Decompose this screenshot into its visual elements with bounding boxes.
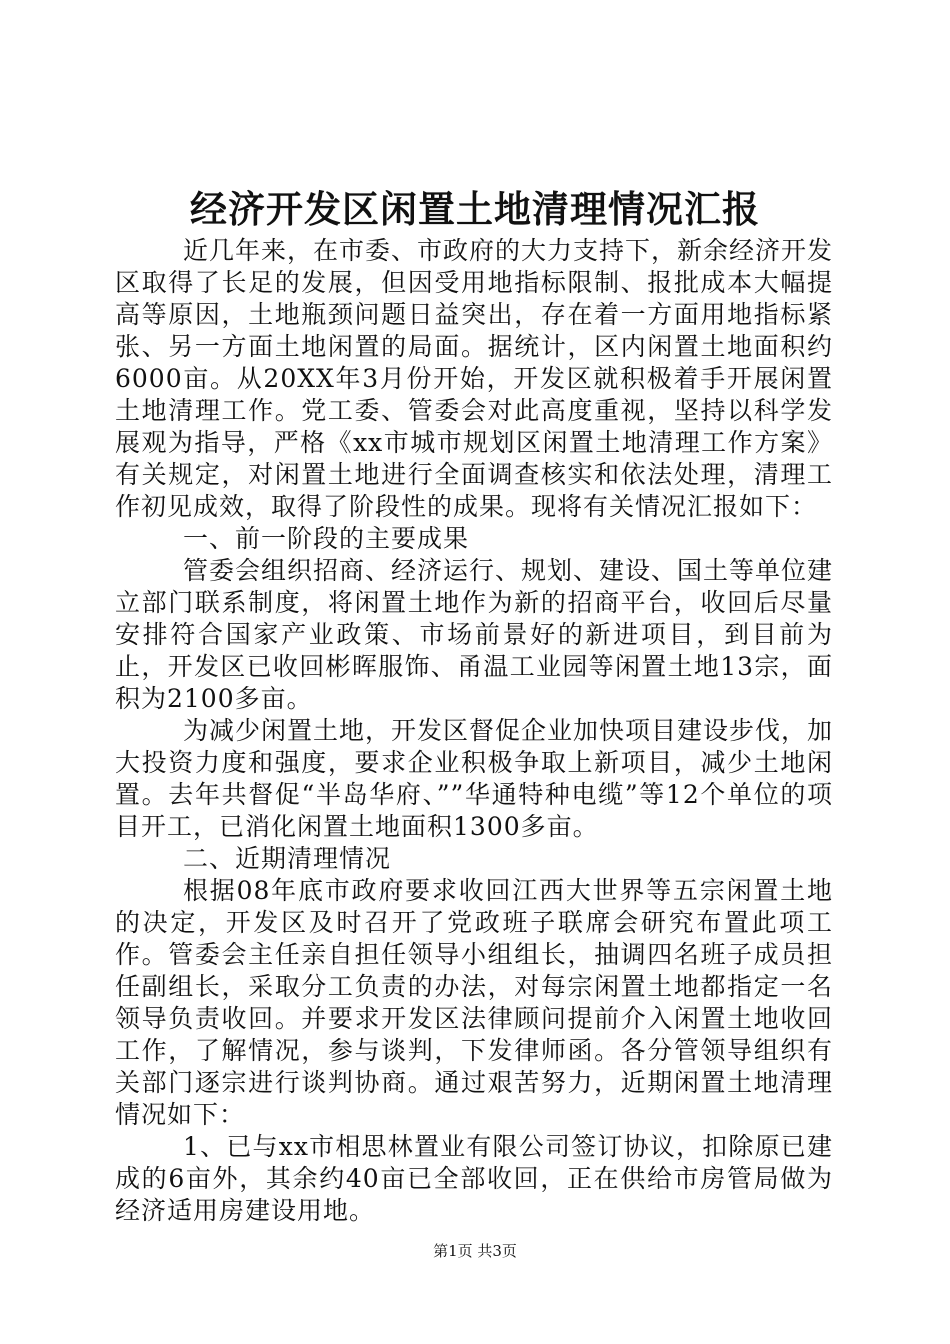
section-heading-achievements: 一、前一阶段的主要成果 [183, 524, 470, 553]
cleanup-item-1: 1、已与xx市相思林置业有限公司签订协议，扣除原已建成的6亩外，其余约40亩已全部收回，正在供给市房管局做为经济适用房建设用地。 [115, 1132, 833, 1225]
achievements-paragraph-1: 管委会组织招商、经济运行、规划、建设、国土等单位建立部门联系制度，将闲置土地作为新的招商平台，收回后尽量安排符合国家产业政策、市场前景好的新进项目，到目前为止，开发区已收回彬晖服饰、甬温工业园等闲置土地13宗，面积为2100多亩。 [115, 556, 834, 713]
section-heading-recent-cleanup: 二、近期清理情况 [183, 844, 392, 873]
page-number-footer: 第1页 共3页 [433, 1242, 517, 1260]
achievements-paragraph-2: 为减少闲置土地，开发区督促企业加快项目建设步伐，加大投资力度和强度，要求企业积极争取上新项目，减少土地闲置。去年共督促“半岛华府、””华通特种电缆”等12个单位的项目开工，已消化闲置土地面积1300多亩。 [115, 716, 834, 841]
document-body [115, 235, 833, 1227]
intro-paragraph: 近几年来，在市委、市政府的大力支持下，新余经济开发区取得了长足的发展，但因受用地指标限制、报批成本大幅提高等原因，土地瓶颈问题日益突出，存在着一方面用地指标紧张、另一方面土地闲置的局面。据统计，区内闲置土地面积约6000亩。从20XX年3月份开始，开发区就积极着手开展闲置土地清理工作。党工委、管委会对此高度重视，坚持以科学发展观为指导，严格《xx市城市规划区闲置土地清理工作方案》有关规定，对闲置土地进行全面调查核实和依法处理，清理工作初见成效，取得了阶段性的成果。现将有关情况汇报如下： [115, 236, 834, 521]
document-title: 经济开发区闲置土地清理情况汇报 [190, 187, 760, 231]
recent-cleanup-paragraph: 根据08年底市政府要求收回江西大世界等五宗闲置土地的决定，开发区及时召开了党政班子联席会研究布置此项工作。管委会主任亲自担任领导小组组长，抽调四名班子成员担任副组长，采取分工负责的办法，对每宗闲置土地都指定一名领导负责收回。并要求开发区法律顾问提前介入闲置土地收回工作，了解情况，参与谈判，下发律师函。各分管领导组织有关部门逐宗进行谈判协商。通过艰苦努力，近期闲置土地清理情况如下： [115, 876, 833, 1129]
